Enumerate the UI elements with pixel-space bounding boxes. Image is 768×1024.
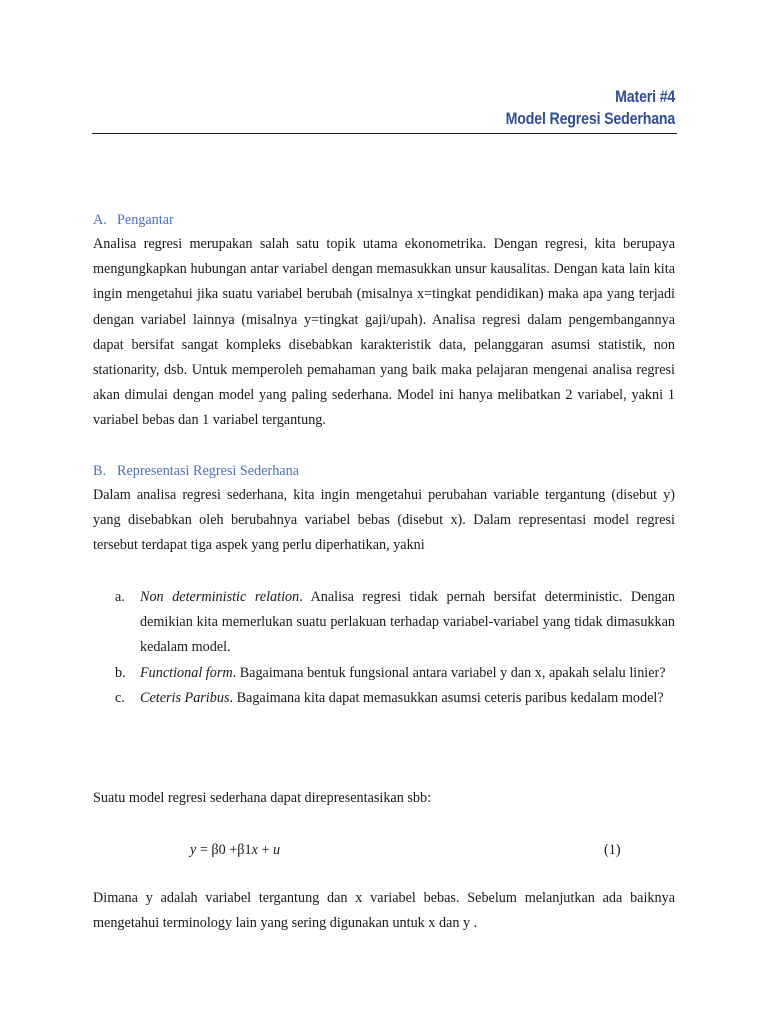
section-a-body [93, 232, 675, 434]
header-title-topic: Model Regresi Sederhana [505, 110, 675, 128]
equation-plus-1: + [225, 842, 238, 858]
document-header [505, 86, 675, 130]
section-b-number: B. [93, 463, 107, 479]
equation-number: (1) [604, 842, 621, 858]
equation-u: u [273, 842, 281, 858]
model-intro-text: Suatu model regresi sederhana dapat direpresentasikan sbb: [93, 790, 432, 806]
equation-x: x [251, 842, 258, 858]
closing-paragraph: Dimana y adalah variabel tergantung dan x variabel bebas. Sebelum melanjutkan ada baiknya mengetahui terminology lain yang sering digunakan untuk x dan y . [93, 890, 675, 932]
list-item-term: Functional form [140, 664, 233, 681]
equation-plus-2: + [257, 842, 274, 858]
list-marker: a. [115, 589, 125, 605]
section-b-heading [93, 461, 299, 481]
list-item [115, 686, 675, 711]
regression-equation [190, 840, 280, 860]
section-b-body [93, 483, 675, 559]
equation-beta0: β0 [211, 842, 226, 858]
list-marker: c. [115, 689, 125, 706]
list-marker: b. [115, 664, 126, 681]
section-a-title: Pengantar [117, 212, 174, 228]
model-intro-block [93, 786, 675, 811]
section-b-title: Representasi Regresi Sederhana [117, 463, 300, 479]
equation-equals: = [196, 842, 212, 858]
header-title-materi: Materi #4 [615, 88, 675, 106]
list-item-text: . Analisa regresi tidak pernah bersifat deterministic. Dengan demikian kita memerlukan suatu perlakuan terhadap variabel-variabel yang tidak dimasukkan kedalam model. [140, 589, 675, 656]
section-a-paragraph: Analisa regresi merupakan salah satu topik utama ekonometrika. Dengan regresi, kita berupaya mengungkapkan hubungan antar variabel dengan memasukkan unsur kausalitas. Dengan kata lain kita ingin mengetahui jika suatu variabel berubah (misalnya x=tingkat pendidikan) maka apa yang terjadi dengan variabel lainnya (misalnya y=tingkat gaji/upah). Analisa regresi dalam pengembangannya dapat bersifat sangat kompleks disebabkan karakteristik data, pelanggaran asumsi statistik, non stationarity, dsb. Untuk memperoleh pemahaman yang baik maka pelajaran mengenai analisa regresi akan dimulai dengan model yang paling sederhana. Model ini hanya melibatkan 2 variabel, yakni 1 variabel bebas dan 1 variabel tergantung. [93, 236, 675, 429]
list-item [115, 661, 675, 686]
section-a-number: A. [93, 212, 107, 228]
list-item-text: . Bagaimana kita dapat memasukkan asumsi ceteris paribus kedalam model? [229, 689, 664, 706]
list-item-term: Ceteris Paribus [140, 689, 230, 706]
header-divider [92, 133, 677, 134]
equation-y: y [190, 842, 197, 858]
list-item-term: Non deterministic relation [140, 589, 300, 605]
list-item-text: . Bagaimana bentuk fungsional antara variabel y dan x, apakah selalu linier? [232, 664, 666, 681]
list-item [115, 585, 675, 661]
aspect-list [115, 585, 675, 711]
section-a-heading [93, 210, 174, 230]
closing-block [93, 886, 675, 936]
equation-beta1: β1 [237, 842, 252, 858]
section-b-paragraph: Dalam analisa regresi sederhana, kita ingin mengetahui perubahan variable tergantung (disebut y) yang disebabkan oleh berubahnya variabel bebas (disebut x). Dalam representasi model regresi tersebut terdapat tiga aspek yang perlu diperhatikan, yakni [93, 487, 675, 554]
